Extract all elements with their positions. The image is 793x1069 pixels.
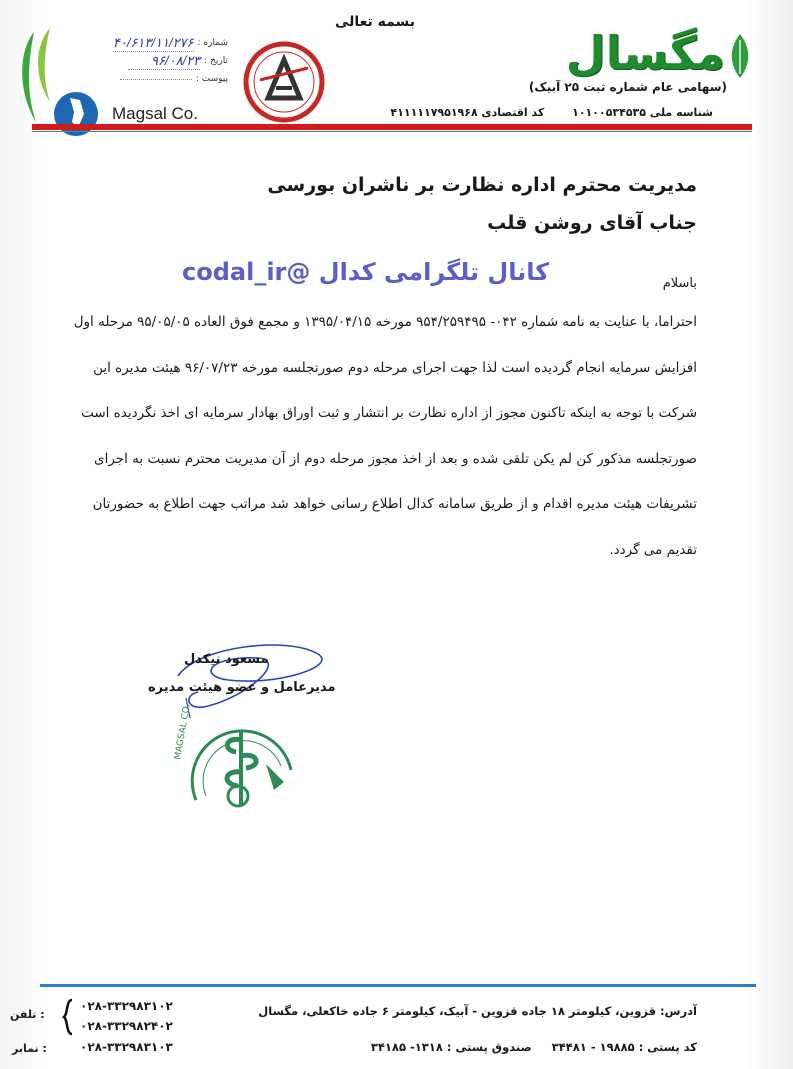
postal-info [355,1040,697,1054]
signer-name: مسعود نیکدل [184,652,269,667]
header-divider [32,124,752,130]
footer-divider [40,984,756,987]
phone-number: ۰۲۸-۳۳۲۹۸۳۱۰۲ [80,999,173,1013]
meta-attachment: : پیوست [108,70,228,88]
svg-text:MAGSAL CO.: MAGSAL CO. [173,703,193,761]
basmala: بسمه تعالی [334,14,416,30]
company-ids [366,106,713,119]
greeting: باسلام [662,276,697,291]
body-line: شرکت با توجه به اینکه تاکنون مجوز از اداره نظارت بر انتشار و ثبت اوراق بهادار سرمایه ای اخذ نگردیده است [81,405,697,422]
recipient-office: مدیریت محترم اداره نظارت بر ناشران بورسی [267,174,697,196]
letter-body [73,300,697,574]
leaf-icon [727,34,753,78]
recipient-person: جناب آقای روشن قلب [487,212,697,234]
economic-code: کد اقتصادی ۴۱۱۱۱۱۷۹۵۱۹۶۸ [390,106,545,119]
meta-number: : شماره ۴۰/۶۱۳/۱۱/۲۷۶ [112,34,228,50]
postal-code: کد پستی : ۱۹۸۸۵ - ۳۴۴۸۱ [551,1040,697,1054]
body-line: احتراما، با عنایت به نامه شماره ۰۴۲- ۹۵۴/۲۵۹۴۹۵ مورخه ۱۳۹۵/۰۴/۱۵ و مجمع فوق العاده ۹۵/۰۵/۰۵ مرحله اول [73,314,697,330]
company-registration: (سهامی عام شماره ثبت ۲۵ آبیک) [528,80,727,94]
header-divider-thin [32,131,752,132]
phone-number: ۰۲۸-۳۳۲۹۸۲۴۰۲ [80,1019,173,1033]
logo-caption: Magsal Co. [112,104,198,123]
body-line: تشریفات هیئت مدیره اقدام و از طریق سامانه کدال اطلاع رسانی خواهد شد مراتب جهت اطلاع به حضورتان [92,496,697,513]
phone-numbers [80,996,173,1036]
letter-attachment [120,79,192,80]
company-stamp-icon [166,700,316,830]
national-id: شناسه ملی ۱۰۱۰۰۵۳۴۵۳۵ [572,106,713,119]
letter-number: ۴۰/۶۱۳/۱۱/۲۷۶ [112,34,194,50]
meta-date: : تاریخ ۹۶/۰۸/۲۳ [108,52,228,70]
fax-number: ۰۲۸-۳۳۲۹۸۳۱۰۳ [80,1040,173,1054]
body-line: افزایش سرمایه انجام گردیده است لذا جهت اجرای مرحله دوم صورتجلسه مورخه ۹۶/۰۷/۲۳ هیئت مدیره این [93,359,697,376]
letter-meta [108,34,228,88]
brand-logo: مگسال [565,26,725,80]
certification-logo-icon [242,40,326,124]
phone-label: : تلفن [10,1008,45,1021]
po-box: صندوق پستی : ۱۳۱۸- ۳۴۱۸۵ [370,1040,532,1054]
fax-label: : نمابر [12,1042,47,1055]
body-line: تقدیم می گردد. [609,541,697,558]
letter-date: ۹۶/۰۸/۲۳ [128,53,200,70]
watermark: کانال تلگرامی کدال @codal_ir [182,258,550,286]
company-address: آدرس: قزوین، کیلومتر ۱۸ جاده قزوین - آبیک، کیلومتر ۶ جاده خاکعلی، مگسال [258,1004,697,1018]
brace-icon [62,998,76,1036]
body-line: صورتجلسه مذکور کن لم یکن تلقی شده و بعد از اخذ مجوز مرحله دوم از آن مدیریت محترم نسبت به اجرای [94,450,697,467]
signer-title: مدیرعامل و عضو هیئت مدیره [148,680,336,695]
